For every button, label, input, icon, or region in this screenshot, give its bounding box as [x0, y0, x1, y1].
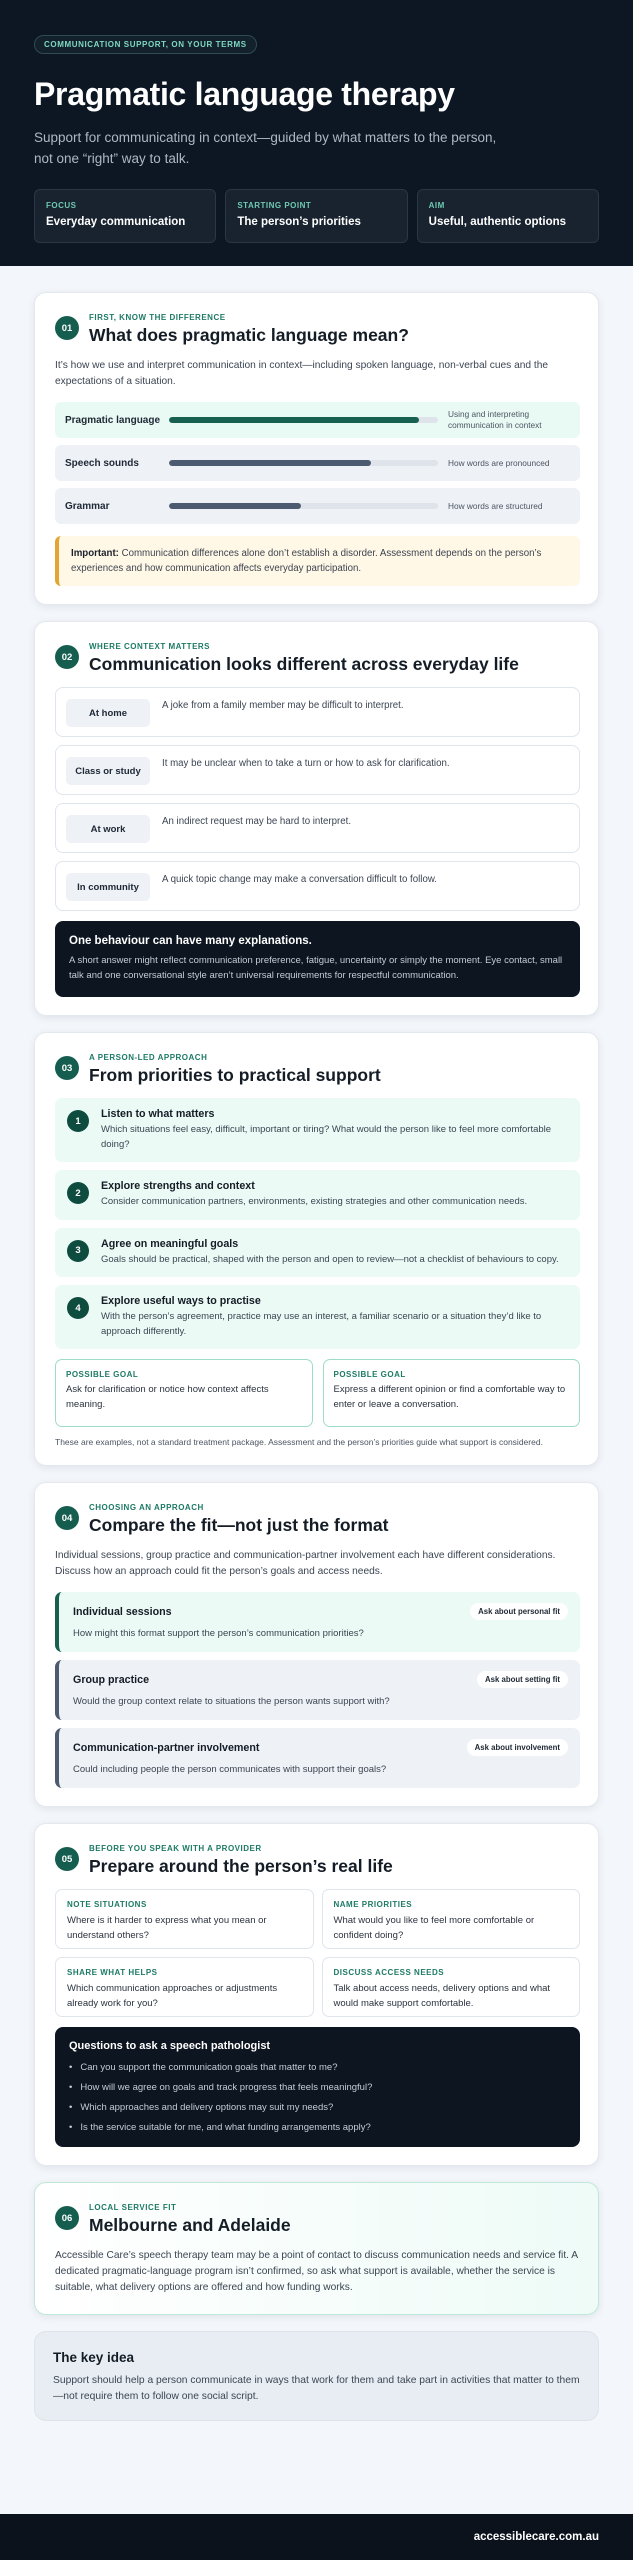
prep-label: DISCUSS ACCESS NEEDS [333, 1968, 445, 1977]
section-title: Melbourne and Adelaide [89, 2215, 291, 2235]
context-text: An indirect request may be hard to interpret. [162, 816, 352, 827]
possible-goals [55, 1359, 580, 1427]
hero-card-starting-point [225, 189, 407, 243]
section-intro: Individual sessions, group practice and communication-partner involvement each have different considerations. Discuss how an approach could fit the person’s goals and access needs. [55, 1550, 556, 1577]
prep-label: NAME PRIORITIES [333, 1900, 413, 1909]
questions-list [69, 2062, 566, 2133]
bar-track [169, 460, 438, 466]
comparison-bars [55, 402, 580, 524]
section-kicker: BEFORE YOU SPEAK WITH A PROVIDER [89, 1844, 262, 1853]
step-number: 3 [67, 1240, 89, 1262]
hero-card-value: Everyday communication [46, 216, 186, 228]
bar-row-grammar [55, 488, 580, 524]
section-kicker: FIRST, KNOW THE DIFFERENCE [89, 313, 226, 322]
hero-badge: COMMUNICATION SUPPORT, ON YOUR TERMS [34, 35, 257, 54]
bar-row-speech-sounds [55, 445, 580, 481]
prep-text: What would you like to feel more comfortable or confident doing? [333, 1915, 535, 1941]
prep-card [55, 1889, 314, 1949]
step-item [55, 1098, 580, 1162]
section-title: Communication looks different across everyday life [89, 654, 519, 674]
format-title: Group practice [73, 1673, 150, 1686]
questions-title: Questions to ask a speech pathologist [69, 2040, 271, 2052]
hero [0, 0, 633, 266]
bar-description: How words are structured [448, 500, 543, 511]
bar-track [169, 417, 438, 423]
hero-cards [34, 189, 599, 243]
note-text: Communication differences alone don’t establish a disorder. Assessment depends on the person’s experiences and how communication affects everyday participation. [71, 548, 542, 574]
bar-fill [169, 417, 419, 423]
context-label: At home [66, 699, 150, 727]
hero-card-label: AIM [428, 201, 445, 210]
section-pragmatic-meaning [34, 292, 599, 605]
format-group [55, 1660, 580, 1720]
section-kicker: A PERSON-LED APPROACH [89, 1053, 208, 1062]
prep-card [55, 1957, 314, 2017]
section-number: 03 [55, 1056, 79, 1080]
section-intro: It’s how we use and interpret communication in context—including spoken language, non-verbal cues and the expectations of a situation. [55, 360, 549, 387]
prep-text: Talk about access needs, delivery options and what would make support comfortable. [333, 1983, 551, 2009]
steps-list [55, 1098, 580, 1349]
question-item: • Which approaches and delivery options may suit my needs? [69, 2102, 566, 2113]
goal-text: Ask for clarification or notice how context affects meaning. [66, 1384, 269, 1410]
main-content [0, 266, 633, 2421]
context-row-work [55, 803, 580, 853]
note-label: Important: [71, 548, 119, 559]
section-number: 01 [55, 316, 79, 340]
format-individual [55, 1592, 580, 1652]
context-row-community [55, 861, 580, 911]
section-prepare [34, 1823, 599, 2166]
section-header [55, 313, 580, 346]
section-header [55, 1503, 580, 1536]
context-text: It may be unclear when to take a turn or how to ask for clarification. [162, 758, 450, 769]
context-label: In community [66, 873, 150, 901]
section-kicker: CHOOSING AN APPROACH [89, 1503, 204, 1512]
step-number: 2 [67, 1182, 89, 1204]
section-header [55, 1844, 580, 1877]
section-priorities [34, 1032, 599, 1466]
step-item [55, 1228, 580, 1278]
hero-card-value: Useful, authentic options [428, 216, 567, 228]
step-number: 4 [67, 1297, 89, 1319]
footnote: These are examples, not a standard treatment package. Assessment and the person’s priorities guide what support is considered. [55, 1437, 543, 1447]
step-item [55, 1285, 580, 1349]
bar-row-pragmatic [55, 402, 580, 438]
callout-title: One behaviour can have many explanations. [69, 935, 312, 947]
prep-card [322, 1957, 581, 2017]
goal-text: Express a different opinion or find a comfortable way to enter or leave a conversation. [333, 1384, 566, 1410]
step-text: With the person’s agreement, practice may use an interest, a familiar scenario or a situation they’d like to approach differently. [101, 1311, 542, 1337]
context-row-class [55, 745, 580, 795]
section-title: From priorities to practical support [89, 1065, 381, 1085]
step-text: Consider communication partners, environments, existing strategies and other communication needs. [101, 1196, 528, 1207]
prep-label: SHARE WHAT HELPS [67, 1968, 158, 1977]
question-item: • Is the service suitable for me, and what funding arrangements apply? [69, 2122, 566, 2133]
format-partner [55, 1728, 580, 1788]
context-list [55, 687, 580, 911]
context-text: A joke from a family member may be difficult to interpret. [162, 700, 404, 711]
section-header [55, 642, 580, 675]
format-text: Would the group context relate to situations the person wants support with? [73, 1696, 390, 1707]
section-number: 06 [55, 2206, 79, 2230]
prep-text: Which communication approaches or adjustments already work for you? [67, 1983, 278, 2009]
question-item: • Can you support the communication goals that matter to me? [69, 2062, 566, 2073]
footer [0, 2514, 633, 2560]
context-text: A quick topic change may make a conversation difficult to follow. [162, 874, 437, 885]
hero-card-value: The person’s priorities [237, 216, 361, 228]
section-number: 05 [55, 1847, 79, 1871]
prep-grid [55, 1889, 580, 2017]
section-title: Compare the fit—not just the format [89, 1515, 389, 1535]
format-text: Could including people the person communicates with support their goals? [73, 1764, 387, 1775]
key-idea-text: Support should help a person communicate in ways that work for them and take part in activities that matter to them—not require them to follow one social script. [53, 2375, 580, 2402]
step-text: Which situations feel easy, difficult, important or tiring? What would the person like to feel more comfortable doing? [101, 1124, 552, 1150]
explanation-callout [55, 921, 580, 997]
prep-card [322, 1889, 581, 1949]
bar-label: Pragmatic language [65, 414, 161, 426]
section-kicker: LOCAL SERVICE FIT [89, 2203, 177, 2212]
section-text: Accessible Care’s speech therapy team may be a point of contact to discuss communication needs and service fit. A dedicated pragmatic-language program isn’t confirmed, so ask what support is available, whether the service is suitable, what delivery options are offered and how funding works. [55, 2250, 578, 2293]
section-number: 04 [55, 1506, 79, 1530]
important-note [55, 536, 580, 586]
callout-text: A short answer might reflect communication preference, fatigue, uncertainty or simply the moment. Eye contact, small talk and one conversational style aren’t universal requirements for respectful communication. [69, 955, 563, 981]
format-list [55, 1592, 580, 1788]
section-kicker: WHERE CONTEXT MATTERS [89, 642, 211, 651]
section-title: Prepare around the person’s real life [89, 1856, 393, 1876]
bar-label: Grammar [65, 500, 110, 512]
hero-card-label: FOCUS [46, 201, 77, 210]
section-header [55, 1053, 580, 1086]
format-chip: Ask about personal fit [470, 1603, 568, 1620]
context-row-home [55, 687, 580, 737]
hero-card-label: STARTING POINT [237, 201, 312, 210]
hero-card-aim [417, 189, 599, 243]
hero-card-focus [34, 189, 216, 243]
prep-text: Where is it harder to express what you mean or understand others? [67, 1915, 267, 1941]
step-text: Goals should be practical, shaped with the person and open to review—not a checklist of behaviours to copy. [101, 1253, 559, 1265]
format-text: How might this format support the person’s communication priorities? [73, 1628, 364, 1639]
page-title: Pragmatic language therapy [34, 76, 455, 112]
section-local-service [34, 2182, 599, 2315]
question-item: • How will we agree on goals and track progress that feels meaningful? [69, 2082, 566, 2093]
step-title: Explore useful ways to practise [101, 1295, 261, 1307]
format-title: Individual sessions [73, 1605, 172, 1618]
key-idea-title: The key idea [53, 2350, 135, 2365]
prep-label: NOTE SITUATIONS [67, 1900, 147, 1909]
section-number: 02 [55, 645, 79, 669]
bar-fill [169, 460, 371, 466]
step-number: 1 [67, 1110, 89, 1132]
bar-fill [169, 503, 301, 509]
section-header [55, 2203, 580, 2236]
key-idea [34, 2331, 599, 2421]
step-item [55, 1170, 580, 1220]
section-title: What does pragmatic language mean? [89, 325, 409, 345]
goal-label: POSSIBLE GOAL [66, 1370, 139, 1379]
format-chip: Ask about setting fit [477, 1671, 568, 1688]
step-title: Explore strengths and context [101, 1180, 255, 1192]
footer-site-link[interactable]: accessiblecare.com.au [473, 2531, 599, 2543]
goal-card [323, 1359, 581, 1427]
bar-track [169, 503, 438, 509]
format-title: Communication-partner involvement [73, 1741, 260, 1754]
context-label: At work [66, 815, 150, 843]
context-label: Class or study [66, 757, 150, 785]
format-chip: Ask about involvement [467, 1739, 568, 1756]
step-title: Listen to what matters [101, 1108, 215, 1120]
bar-description: Using and interpreting communication in context [448, 409, 542, 430]
goal-label: POSSIBLE GOAL [333, 1370, 406, 1379]
step-title: Agree on meaningful goals [101, 1237, 239, 1250]
section-compare-fit [34, 1482, 599, 1807]
bar-description: How words are pronounced [448, 457, 550, 468]
goal-card [55, 1359, 313, 1427]
questions-box [55, 2027, 580, 2147]
section-contexts [34, 621, 599, 1016]
bar-label: Speech sounds [65, 457, 139, 469]
hero-subtitle: Support for communicating in context—guided by what matters to the person, not one “right” way to talk. [34, 130, 497, 166]
